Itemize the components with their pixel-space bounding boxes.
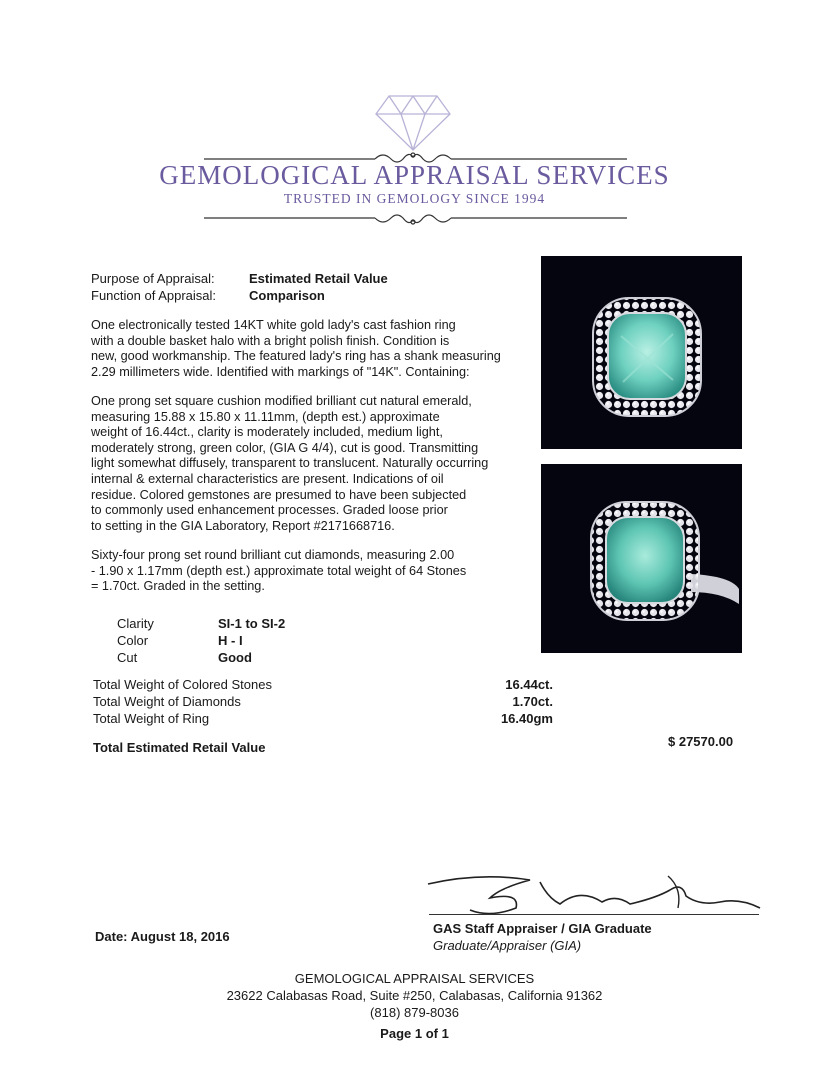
bottom-ornament-line bbox=[204, 215, 627, 224]
total-label: Total Weight of Colored Stones bbox=[93, 677, 272, 692]
footer-company: GEMOLOGICAL APPRAISAL SERVICES bbox=[294, 971, 535, 986]
ring-description: One electronically tested 14KT white gold lady's cast fashion ring with a double basket halo with a bright polish finish. Condition is new, good workmanship. The featured lady's ring has a shank measuring 2.29 millimeters wide. Identified with markings of "14K". Containing: bbox=[91, 318, 501, 379]
grade-label: Clarity bbox=[117, 616, 154, 631]
grade-row bbox=[117, 615, 285, 632]
footer-phone: (818) 879-8036 bbox=[370, 1005, 459, 1020]
appraisal-date: Date: August 18, 2016 bbox=[95, 929, 230, 944]
total-value: 16.44ct. bbox=[505, 677, 553, 692]
signature-line bbox=[429, 914, 759, 915]
diamond-grades bbox=[117, 615, 285, 666]
purpose-row bbox=[91, 270, 388, 287]
total-label: Total Weight of Diamonds bbox=[93, 694, 241, 709]
grade-row bbox=[117, 649, 285, 666]
ring-photo-top bbox=[541, 256, 742, 449]
grade-label: Cut bbox=[117, 650, 138, 665]
total-row bbox=[93, 693, 553, 710]
ring-photo-side bbox=[541, 464, 742, 653]
estimated-value-label: Total Estimated Retail Value bbox=[93, 740, 266, 755]
total-value: 16.40gm bbox=[500, 711, 553, 726]
function-row bbox=[91, 287, 388, 304]
company-name: GEMOLOGICAL APPRAISAL SERVICES bbox=[159, 160, 670, 190]
grade-value: SI-1 to SI-2 bbox=[218, 616, 286, 631]
function-value: Comparison bbox=[249, 288, 325, 303]
diamonds-description: Sixty-four prong set round brilliant cut diamonds, measuring 2.00 - 1.90 x 1.17mm (depth est.) approximate total weight of 64 Stones = 1.70ct. Graded in the setting. bbox=[91, 548, 467, 594]
appraisal-purpose-block bbox=[91, 270, 388, 304]
grade-value: H - I bbox=[218, 633, 243, 648]
appraiser-title: GAS Staff Appraiser / GIA Graduate bbox=[433, 921, 652, 936]
diamond-icon bbox=[376, 96, 450, 150]
estimated-value-amount: $ 27570.00 bbox=[668, 734, 734, 749]
total-label: Total Weight of Ring bbox=[93, 711, 210, 726]
footer bbox=[0, 970, 829, 1042]
grade-row bbox=[117, 632, 285, 649]
page-number: Page 1 of 1 bbox=[380, 1026, 449, 1041]
grade-label: Color bbox=[117, 633, 149, 648]
emerald-description: One prong set square cushion modified brilliant cut natural emerald, measuring 15.88 x 15.80 x 11.11mm, (depth est.) approximate weight of 16.44ct., clarity is moderately included, medium light, moderately strong, green color, (GIA G 4/4), cut is good. Transmitting light somewhat diffusely, transparent to translucent. Naturally occurring internal & external characteristics are present. Indications of oil residue. Colored gemstones are presumed to have been subjected to commonly used enhancement processes. Graded loose prior to setting in the GIA Laboratory, Report #2171668716. bbox=[91, 394, 489, 533]
company-tagline: TRUSTED IN GEMOLOGY SINCE 1994 bbox=[283, 191, 546, 206]
purpose-value: Estimated Retail Value bbox=[249, 271, 388, 286]
purpose-label: Purpose of Appraisal: bbox=[91, 271, 215, 286]
total-value: 1.70ct. bbox=[512, 694, 553, 709]
grade-value: Good bbox=[218, 650, 252, 665]
total-row bbox=[93, 676, 553, 693]
weight-totals bbox=[93, 676, 553, 727]
total-row bbox=[93, 710, 553, 727]
appraiser-subtitle: Graduate/Appraiser (GIA) bbox=[433, 938, 582, 953]
appraiser-signature bbox=[420, 868, 765, 920]
footer-address: 23622 Calabasas Road, Suite #250, Calabasas, California 91362 bbox=[226, 988, 603, 1003]
function-label: Function of Appraisal: bbox=[91, 288, 217, 303]
